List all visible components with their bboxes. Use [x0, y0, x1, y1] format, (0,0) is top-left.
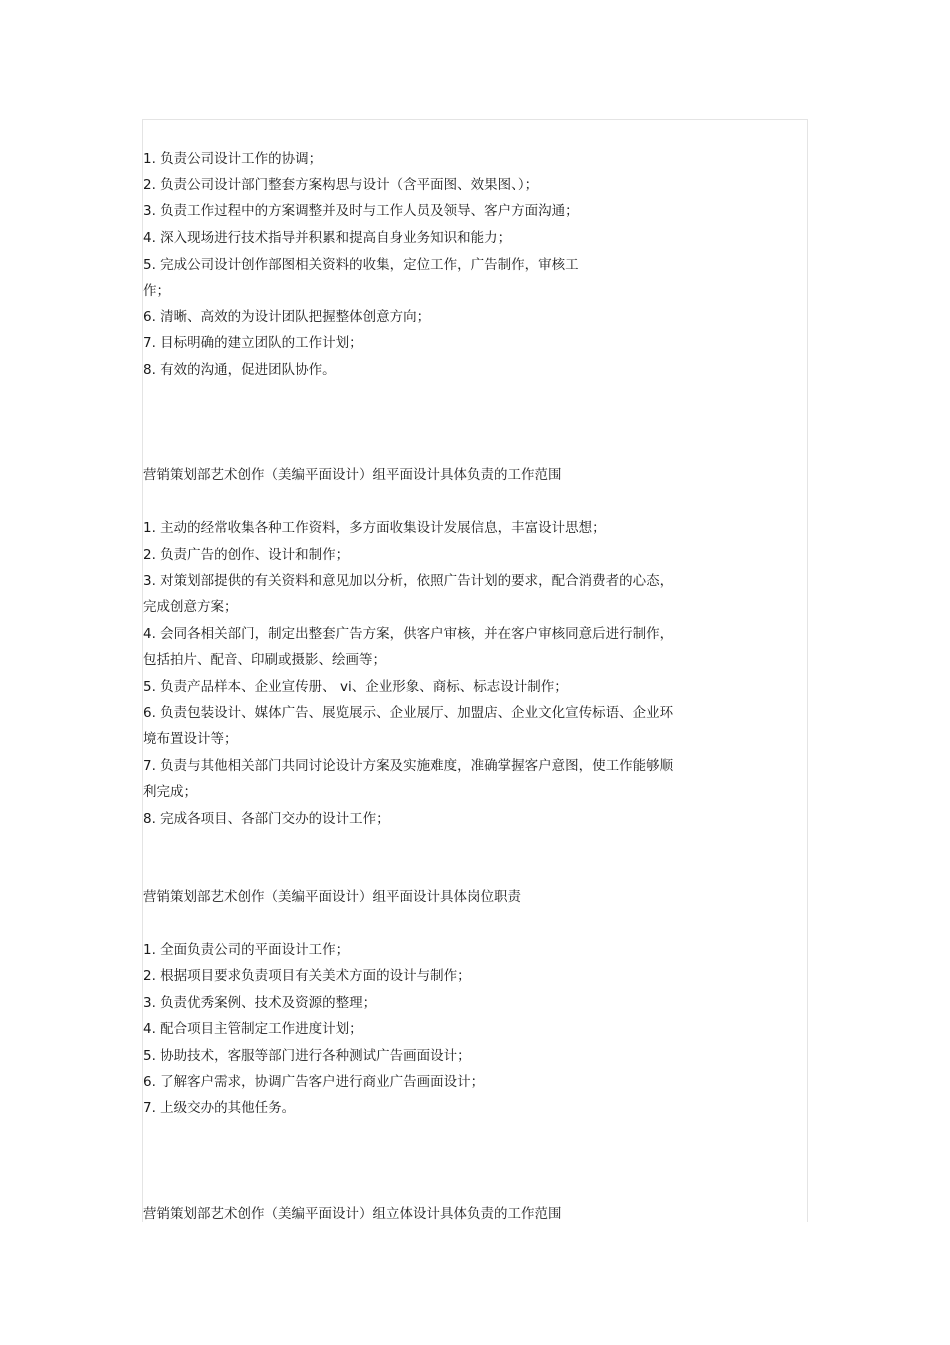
list-item: 5. 协助技术，客服等部门进行各种测试广告画面设计；	[143, 1048, 471, 1064]
list-item-continuation: 作；	[143, 283, 170, 299]
list-item: 2. 根据项目要求负责项目有关美术方面的设计与制作；	[143, 968, 471, 984]
list-item: 4. 深入现场进行技术指导并积累和提高自身业务知识和能力；	[143, 230, 512, 246]
section-heading: 营销策划部艺术创作（美编平面设计）组平面设计具体岗位职责	[143, 889, 521, 905]
list-item: 2. 负责广告的创作、设计和制作；	[143, 547, 350, 563]
list-item: 3. 对策划部提供的有关资料和意见加以分析，依照广告计划的要求，配合消费者的心态，	[143, 573, 674, 589]
list-item-continuation: 包括拍片、配音、印刷或摄影、绘画等；	[143, 652, 386, 668]
list-item: 1. 负责公司设计工作的协调；	[143, 151, 323, 167]
list-item: 8. 有效的沟通，促进团队协作。	[143, 362, 336, 378]
list-item: 4. 会同各相关部门，制定出整套广告方案，供客户审核，并在客户审核同意后进行制作，	[143, 626, 674, 642]
list-item-continuation: 境布置设计等；	[143, 731, 238, 747]
list-item: 1. 全面负责公司的平面设计工作；	[143, 942, 350, 958]
list-item: 7. 负责与其他相关部门共同讨论设计方案及实施难度，准确掌握客户意图，使工作能够顺	[143, 758, 674, 774]
list-item: 4. 配合项目主管制定工作进度计划；	[143, 1021, 363, 1037]
list-item: 6. 负责包装设计、媒体广告、展览展示、企业展厅、加盟店、企业文化宣传标语、企业环	[143, 705, 674, 721]
list-item: 6. 清晰、高效的为设计团队把握整体创意方向；	[143, 309, 431, 325]
list-item: 7. 目标明确的建立团队的工作计划；	[143, 335, 363, 351]
list-item-continuation: 完成创意方案；	[143, 599, 238, 615]
list-item: 2. 负责公司设计部门整套方案构思与设计（含平面图、效果图、）；	[143, 177, 539, 193]
list-item: 6. 了解客户需求，协调广告客户进行商业广告画面设计；	[143, 1074, 485, 1090]
section-heading: 营销策划部艺术创作（美编平面设计）组平面设计具体负责的工作范围	[143, 467, 562, 483]
section-heading: 营销策划部艺术创作（美编平面设计）组立体设计具体负责的工作范围	[143, 1206, 562, 1222]
list-item-continuation: 利完成；	[143, 784, 197, 800]
list-item: 1. 主动的经常收集各种工作资料，多方面收集设计发展信息，丰富设计思想；	[143, 520, 606, 536]
list-item: 3. 负责优秀案例、技术及资源的整理；	[143, 995, 377, 1011]
list-item: 8. 完成各项目、各部门交办的设计工作；	[143, 811, 390, 827]
list-item: 5. 负责产品样本、企业宣传册、 vi、企业形象、商标、标志设计制作；	[143, 679, 568, 695]
list-item: 3. 负责工作过程中的方案调整并及时与工作人员及领导、客户方面沟通；	[143, 203, 579, 219]
list-item: 5. 完成公司设计创作部图相关资料的收集，定位工作，广告制作，审核工	[143, 257, 579, 273]
list-item: 7. 上级交办的其他任务。	[143, 1100, 296, 1116]
